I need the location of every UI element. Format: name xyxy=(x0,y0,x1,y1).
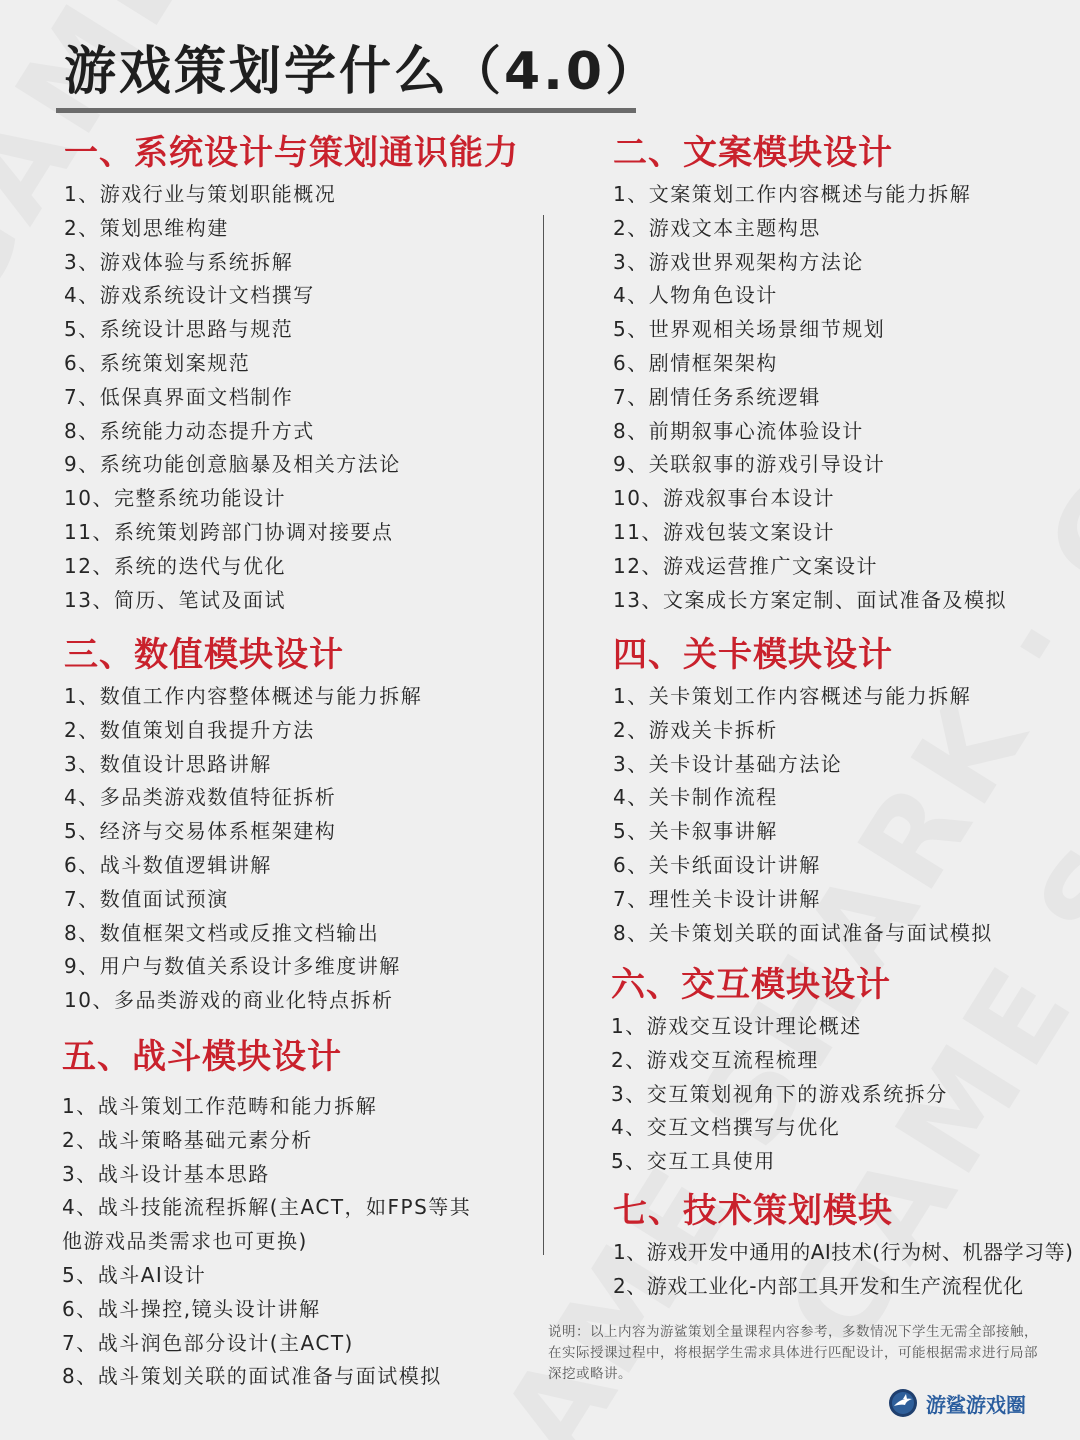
column-divider xyxy=(543,215,544,1255)
list-item: 13、文案成长方案定制、面试准备及模拟 xyxy=(613,587,1007,612)
shark-logo-icon xyxy=(888,1388,918,1418)
list-item: 4、交互文档撰写与优化 xyxy=(611,1115,841,1140)
list-item: 1、游戏行业与策划职能概况 xyxy=(64,182,337,206)
item-list xyxy=(64,680,422,1018)
item-list xyxy=(613,1236,1073,1304)
list-item: 8、系统能力动态提升方式 xyxy=(64,418,315,443)
list-item: 7、低保真界面文档制作 xyxy=(64,384,294,409)
list-item: 5、战斗AI设计 xyxy=(62,1262,207,1287)
section-heading: 二、文案模块设计 xyxy=(613,133,893,173)
section-heading: 四、关卡模块设计 xyxy=(613,635,893,675)
list-item: 7、数值面试预演 xyxy=(64,886,229,911)
item-list xyxy=(613,680,993,950)
list-item: 11、游戏包装文案设计 xyxy=(613,519,835,544)
list-item: 5、经济与交易体系框架建构 xyxy=(64,819,337,844)
list-item: 2、策划思维构建 xyxy=(64,215,229,240)
list-item: 12、游戏运营推广文案设计 xyxy=(613,553,878,578)
section-level-design xyxy=(613,632,993,950)
list-item: 10、游戏叙事台本设计 xyxy=(613,486,835,511)
list-item: 6、关卡纸面设计讲解 xyxy=(613,852,821,877)
section-heading: 六、交互模块设计 xyxy=(611,965,891,1005)
list-item: 2、游戏交互流程梳理 xyxy=(611,1047,819,1072)
footnote: 说明：以上内容为游鲨策划全量课程内容参考，多数情况下学生无需全部接触，在实际授课过程中，将根据学生需求具体进行匹配设计，可能根据需求进行局部深挖或略讲。 xyxy=(548,1324,1038,1382)
list-item: 7、剧情任务系统逻辑 xyxy=(613,384,821,409)
section-numerical-design xyxy=(64,632,422,1018)
list-item: 6、战斗操控,镜头设计讲解 xyxy=(62,1296,321,1321)
list-item: 1、关卡策划工作内容概述与能力拆解 xyxy=(613,684,972,708)
list-item: 12、系统的迭代与优化 xyxy=(64,553,286,578)
section-copywriting-design xyxy=(613,130,1007,617)
list-item: 1、游戏开发中通用的AI技术(行为树、机器学习等) xyxy=(613,1240,1074,1264)
section-heading: 一、系统设计与策划通识能力 xyxy=(64,133,519,173)
list-item: 3、数值设计思路讲解 xyxy=(64,751,272,776)
list-item: 6、战斗数值逻辑讲解 xyxy=(64,852,272,877)
list-item: 3、关卡设计基础方法论 xyxy=(613,751,843,776)
list-item: 4、关卡制作流程 xyxy=(613,785,778,810)
list-item: 7、战斗润色部分设计(主ACT) xyxy=(62,1330,354,1355)
list-item: 2、游戏关卡拆析 xyxy=(613,717,778,742)
list-item: 10、完整系统功能设计 xyxy=(64,486,286,511)
list-item: 4、游戏系统设计文档撰写 xyxy=(64,283,315,308)
title-underline xyxy=(56,108,636,113)
list-item: 5、系统设计思路与规范 xyxy=(64,317,294,342)
item-list xyxy=(64,178,519,617)
brand-name: 游鲨游戏圈 xyxy=(926,1392,1026,1417)
list-item: 2、数值策划自我提升方法 xyxy=(64,717,315,742)
section-technical-design xyxy=(613,1188,1073,1304)
list-item: 1、文案策划工作内容概述与能力拆解 xyxy=(613,182,972,206)
list-item: 5、交互工具使用 xyxy=(611,1149,776,1174)
list-item: 4、战斗技能流程拆解(主ACT，如FPS等其他游戏品类需求也可更换) xyxy=(62,1195,472,1254)
section-heading: 五、战斗模块设计 xyxy=(62,1037,342,1077)
item-list xyxy=(611,1010,948,1179)
list-item: 1、游戏交互设计理论概述 xyxy=(611,1014,862,1038)
list-item: 9、系统功能创意脑暴及相关方法论 xyxy=(64,452,401,477)
list-item: 4、多品类游戏数值特征拆析 xyxy=(64,785,337,810)
list-item: 2、游戏工业化-内部工具开发和生产流程优化 xyxy=(613,1273,1024,1298)
list-item: 9、关联叙事的游戏引导设计 xyxy=(613,452,886,477)
section-combat-design xyxy=(62,1034,492,1394)
brand xyxy=(888,1388,1026,1418)
list-item: 3、游戏体验与系统拆解 xyxy=(64,249,294,274)
item-list xyxy=(613,178,1007,617)
list-item: 11、系统策划跨部门协调对接要点 xyxy=(64,519,394,544)
list-item: 6、系统策划案规范 xyxy=(64,350,251,375)
list-item: 8、前期叙事心流体验设计 xyxy=(613,418,864,443)
list-item: 4、人物角色设计 xyxy=(613,283,778,308)
list-item: 5、世界观相关场景细节规划 xyxy=(613,317,886,342)
list-item: 5、关卡叙事讲解 xyxy=(613,819,778,844)
page-title: 游戏策划学什么（4.0） xyxy=(64,42,661,102)
section-system-design xyxy=(64,130,519,617)
section-heading: 三、数值模块设计 xyxy=(64,635,344,675)
list-item: 1、战斗策划工作范畴和能力拆解 xyxy=(62,1094,378,1118)
list-item: 3、交互策划视角下的游戏系统拆分 xyxy=(611,1081,948,1106)
list-item: 2、游戏文本主题构思 xyxy=(613,215,821,240)
section-interaction-design xyxy=(611,962,948,1179)
section-heading: 七、技术策划模块 xyxy=(613,1191,893,1231)
list-item: 8、战斗策划关联的面试准备与面试模拟 xyxy=(62,1364,442,1389)
list-item: 13、简历、笔试及面试 xyxy=(64,587,286,612)
list-item: 3、战斗设计基本思路 xyxy=(62,1161,270,1186)
item-list xyxy=(62,1090,492,1394)
list-item: 10、多品类游戏的商业化特点拆析 xyxy=(64,988,394,1013)
list-item: 8、数值框架文档或反推文档输出 xyxy=(64,920,380,945)
list-item: 1、数值工作内容整体概述与能力拆解 xyxy=(64,684,423,708)
list-item: 9、用户与数值关系设计多维度讲解 xyxy=(64,954,401,979)
list-item: 2、战斗策略基础元素分析 xyxy=(62,1127,313,1152)
list-item: 7、理性关卡设计讲解 xyxy=(613,886,821,911)
list-item: 6、剧情框架架构 xyxy=(613,350,778,375)
list-item: 3、游戏世界观架构方法论 xyxy=(613,249,864,274)
list-item: 8、关卡策划关联的面试准备与面试模拟 xyxy=(613,920,993,945)
